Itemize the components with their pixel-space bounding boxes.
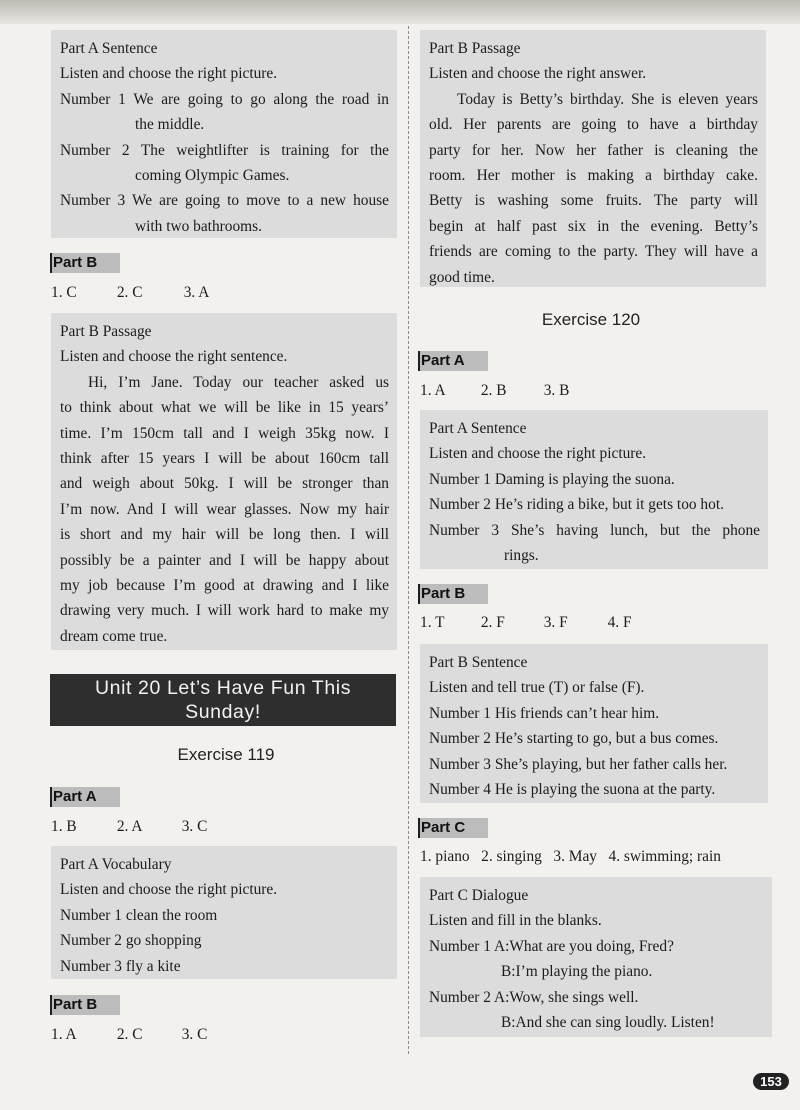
ex120-part-b-sentence-box bbox=[420, 644, 768, 803]
ex119-part-a-tag: Part A bbox=[50, 787, 120, 807]
answer-item: 3. F bbox=[543, 614, 568, 631]
vocab-line: Number 3 fly a kite bbox=[60, 957, 181, 975]
ex120-part-c-answers: 1. piano 2. singing 3. May 4. swimming; rain bbox=[420, 848, 721, 865]
answer-item: 2. A bbox=[116, 818, 143, 835]
answer-item: 1. B bbox=[51, 818, 77, 835]
passage-line: my job because I’m good at drawing and I like bbox=[60, 577, 389, 595]
unit-title-banner bbox=[50, 674, 396, 726]
box-heading: Part A Vocabulary bbox=[60, 856, 172, 873]
answer-item: 3. B bbox=[543, 382, 570, 399]
column-divider bbox=[408, 26, 409, 1054]
answer-item: 3. C bbox=[181, 1026, 208, 1043]
box-heading: Part B Sentence bbox=[429, 654, 528, 671]
answer-item: 1. C bbox=[51, 284, 77, 301]
box-heading: Part A Sentence bbox=[429, 420, 527, 437]
passage-line: party for her. Now her father is cleaning the bbox=[429, 141, 758, 159]
left-part-b-passage-box bbox=[51, 313, 397, 650]
left-part-a-sentence-box bbox=[51, 30, 397, 238]
passage-line: time. I’m 150cm tall and I weigh 35kg now. I bbox=[60, 424, 389, 442]
part-b-tag: Part B bbox=[50, 253, 120, 273]
passage-line: is short and my hair will be long then. I will bbox=[60, 526, 389, 544]
exercise-119-title: Exercise 119 bbox=[177, 745, 275, 764]
sentence-line: Number 2 The weightlifter is training for the bbox=[60, 141, 389, 159]
box-heading: Part B Passage bbox=[429, 40, 521, 57]
ex120-part-b-tag: Part B bbox=[418, 584, 488, 604]
sentence-line: rings. bbox=[504, 547, 539, 565]
passage-line: and weigh about 50kg. I will be stronger than bbox=[60, 475, 389, 493]
answer-item: 2. C bbox=[116, 1026, 143, 1043]
passage-line: begin at half past six in the evening. Betty’s bbox=[429, 217, 758, 235]
sentence-line: the middle. bbox=[135, 116, 205, 134]
ex120-part-c-tag: Part C bbox=[418, 818, 488, 838]
ex120-part-a-sentence-box bbox=[420, 410, 768, 569]
dialogue-line: B:And she can sing loudly. Listen! bbox=[501, 1014, 715, 1032]
sentence-line: Number 1 Daming is playing the suona. bbox=[429, 470, 675, 488]
box-heading: Part B Passage bbox=[60, 323, 152, 340]
passage-line: Today is Betty’s birthday. She is eleven years bbox=[457, 90, 758, 108]
passage-line: good time. bbox=[429, 268, 495, 286]
passage-line: friends are coming to the party. They will have a bbox=[429, 243, 758, 261]
passage-line: drawing very much. I will work hard to make my bbox=[60, 602, 389, 620]
passage-line: think after 15 years I will be about 160cm tall bbox=[60, 450, 389, 468]
answer-item: 2. F bbox=[480, 614, 505, 631]
ex119-vocabulary-box bbox=[51, 846, 397, 979]
dialogue-line: Number 2 A:Wow, she sings well. bbox=[429, 988, 639, 1006]
box-heading: Part A Sentence bbox=[60, 40, 158, 57]
vocab-line: Number 2 go shopping bbox=[60, 932, 202, 950]
ex120-part-a-answers bbox=[420, 382, 569, 400]
passage-line: to think about what we will be like in 15 years’ bbox=[60, 399, 389, 417]
page-number bbox=[748, 1070, 794, 1092]
sentence-line: Number 3 We are going to move to a new house bbox=[60, 192, 389, 210]
ex119-part-a-answers bbox=[51, 818, 207, 836]
passage-line: possibly be a painter and I will be happy about bbox=[60, 551, 389, 569]
unit-title-line: Sunday! bbox=[185, 701, 261, 723]
box-instruction: Listen and tell true (T) or false (F). bbox=[429, 679, 645, 697]
page-top-edge bbox=[0, 0, 800, 24]
sentence-line: with two bathrooms. bbox=[135, 217, 262, 235]
ex120-part-b-answers bbox=[420, 614, 632, 632]
ex120-part-c-dialogue-box bbox=[420, 877, 772, 1037]
dialogue-line: Number 1 A:What are you doing, Fred? bbox=[429, 937, 674, 955]
sentence-line: Number 2 He’s riding a bike, but it gets too hot. bbox=[429, 496, 724, 514]
answer-item: 1. A bbox=[51, 1026, 77, 1043]
box-instruction: Listen and fill in the blanks. bbox=[429, 912, 602, 930]
right-part-b-passage-box bbox=[420, 30, 766, 287]
sentence-line: coming Olympic Games. bbox=[135, 167, 290, 185]
answer-item: 4. F bbox=[607, 614, 632, 631]
box-heading: Part C Dialogue bbox=[429, 887, 529, 904]
passage-line: Hi, I’m Jane. Today our teacher asked us bbox=[88, 373, 389, 391]
answer-item: 1. A bbox=[420, 382, 446, 399]
answer-item: 3. C bbox=[181, 818, 208, 835]
box-instruction: Listen and choose the right sentence. bbox=[60, 348, 288, 366]
vocab-line: Number 1 clean the room bbox=[60, 906, 218, 924]
box-instruction: Listen and choose the right picture. bbox=[429, 445, 647, 463]
ex119-part-b-tag: Part B bbox=[50, 995, 120, 1015]
sentence-line: Number 3 She’s having lunch, but the phone bbox=[429, 521, 760, 539]
passage-line: I’m now. And I will wear glasses. Now my hair bbox=[60, 500, 389, 518]
sentence-line: Number 3 She’s playing, but her father calls her. bbox=[429, 755, 728, 773]
answer-item: 2. B bbox=[480, 382, 507, 399]
sentence-line: Number 2 He’s starting to go, but a bus comes. bbox=[429, 730, 719, 748]
sentence-line: Number 1 We are going to go along the road in bbox=[60, 90, 389, 108]
answer-item: 2. C bbox=[116, 284, 143, 301]
box-instruction: Listen and choose the right picture. bbox=[60, 65, 278, 83]
page-number-badge: 153 bbox=[753, 1073, 789, 1090]
exercise-120-title: Exercise 120 bbox=[541, 310, 641, 329]
passage-line: room. Her mother is making a birthday cake. bbox=[429, 167, 758, 185]
unit-title-line: Unit 20 Let’s Have Fun This bbox=[94, 677, 352, 699]
part-b-answers bbox=[51, 284, 209, 302]
dialogue-line: B:I’m playing the piano. bbox=[501, 963, 653, 981]
box-instruction: Listen and choose the right picture. bbox=[60, 881, 278, 899]
ex119-part-b-answers bbox=[51, 1026, 207, 1044]
answer-item: 3. A bbox=[183, 284, 210, 301]
answer-item: 1. T bbox=[420, 614, 445, 631]
sentence-line: Number 1 His friends can’t hear him. bbox=[429, 704, 660, 722]
passage-line: dream come true. bbox=[60, 627, 168, 645]
passage-line: old. Her parents are going to have a birthday bbox=[429, 116, 758, 134]
passage-line: Betty is washing some fruits. The party will bbox=[429, 192, 758, 210]
ex120-part-a-tag: Part A bbox=[418, 351, 488, 371]
box-instruction: Listen and choose the right answer. bbox=[429, 65, 647, 83]
sentence-line: Number 4 He is playing the suona at the party. bbox=[429, 781, 716, 799]
